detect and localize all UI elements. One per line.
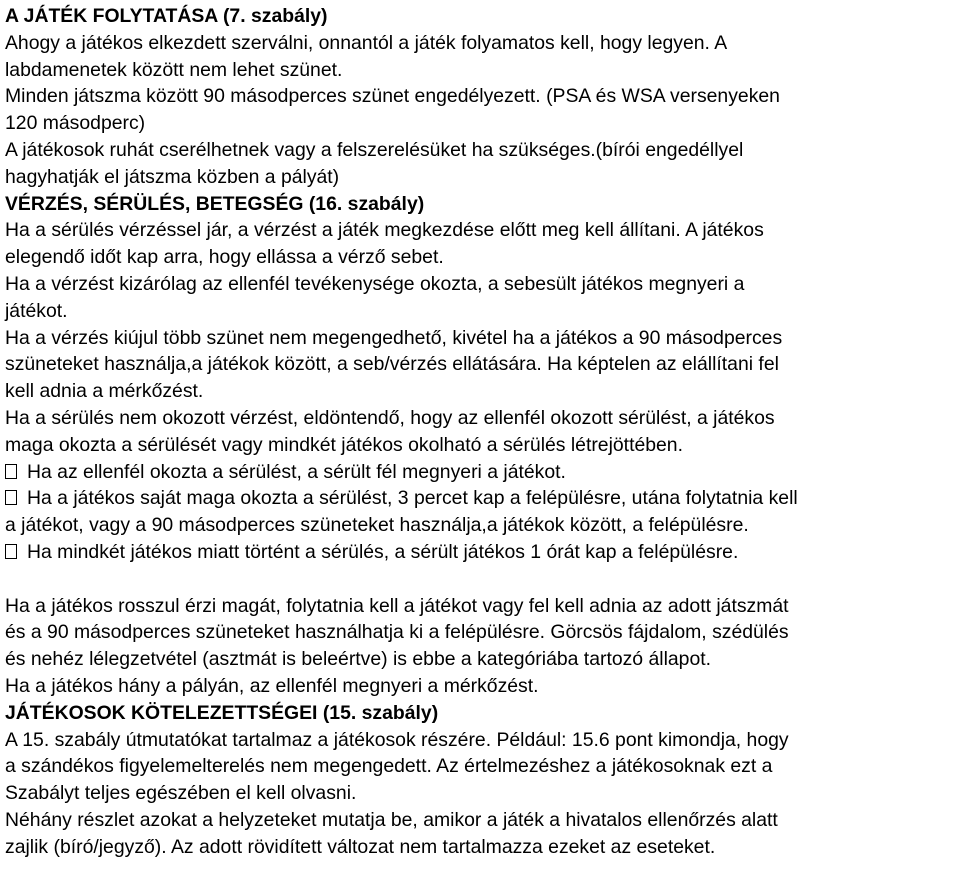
paragraph-line: Ha a játékos rosszul érzi magát, folytatnia kell a játékot vagy fel kell adnia az adott játszmát [5,594,789,617]
bullet-continuation: a játékot, vagy a 90 másodperces szüneteket használja,a játékok között, a felépülésre. [5,514,749,537]
paragraph-line: maga okozta a sérülését vagy mindkét játékos okolható a sérülés létrejöttében. [5,433,683,456]
checkbox-bullet-icon [5,490,17,505]
bullet-text: Ha az ellenfél okozta a sérülést, a sérült fél megnyeri a játékot. [27,460,566,483]
bullet-item [5,539,957,566]
bullet-text: Ha a játékos saját maga okozta a sérülést, 3 percet kap a felépülésre, utána folytatnia kell [27,487,798,510]
section-heading-bleeding-injury-illness [5,191,957,218]
paragraph-line: zajlik (bíró/jegyző). Az adott rövidített változat nem tartalmazza ezeket az eseteket. [5,835,716,858]
paragraph-line: A játékosok ruhát cserélhetnek vagy a felszerelésüket ha szükséges.(bírói engedéllyel [5,138,744,161]
paragraph-line: Minden játszma között 90 másodperces szünet engedélyezett. (PSA és WSA versenyeken [5,85,780,108]
paragraph-line: Ha a sérülés vérzéssel jár, a vérzést a játék megkezdése előtt meg kell állítani. A játékos [5,219,764,242]
checkbox-bullet-icon [5,464,17,479]
paragraph-line: 120 másodperc) [5,112,146,135]
paragraph-line: elegendő időt kap arra, hogy ellássa a vérző sebet. [5,246,444,269]
bullet-item [5,459,957,486]
heading-bold-part: VÉRZÉS, SÉRÜLÉS, BETEGSÉG (16 [5,192,337,215]
paragraph-line: és a 90 másodperces szüneteket használhatja ki a felépülésre. Görcsös fájdalom, szédülés [5,621,789,644]
paragraph-line: hagyhatják el játszma közben a pályát) [5,165,340,188]
heading-rest-part: . szabály) [336,192,425,215]
paragraph-line: Ha a játékos hány a pályán, az ellenfél megnyeri a mérkőzést. [5,674,539,697]
paragraph-line: Szabályt teljes egészében el kell olvasni. [5,782,357,805]
blank-line [5,566,957,593]
paragraph-line: szüneteket használja,a játékok között, a seb/vérzés ellátására. Ha képtelen az elállítani fel [5,353,779,376]
bullet-text: Ha mindkét játékos miatt történt a sérülés, a sérült játékos 1 órát kap a felépülésre. [27,540,739,563]
paragraph-line: Ha a sérülés nem okozott vérzést, eldöntendő, hogy az ellenfél okozott sérülést, a játékos [5,406,775,429]
paragraph-line: labdamenetek között nem lehet szünet. [5,58,343,81]
paragraph-line: kell adnia a mérkőzést. [5,380,204,403]
bullet-item [5,485,957,512]
paragraph-line: és nehéz lélegzetvétel (asztmát is beleértve) is ebbe a kategóriába tartozó állapot. [5,648,712,671]
section-heading-player-obligations: JÁTÉKOSOK KÖTELEZETTSÉGEI (15. szabály) [5,701,439,724]
paragraph-line: Ahogy a játékos elkezdett szerválni, onnantól a játék folyamatos kell, hogy legyen. A [5,31,728,54]
paragraph-line: játékot. [5,299,68,322]
document-page [5,3,957,861]
paragraph-line: a szándékos figyelemelterelés nem megengedett. Az értelmezéshez a játékosoknak ezt a [5,755,773,778]
paragraph-line: A 15. szabály útmutatókat tartalmaz a játékosok részére. Például: 15.6 pont kimondja, hogy [5,728,789,751]
paragraph-line: Ha a vérzést kizárólag az ellenfél tevékenysége okozta, a sebesült játékos megnyeri a [5,272,745,295]
checkbox-bullet-icon [5,544,17,559]
paragraph-line: Néhány részlet azokat a helyzeteket mutatja be, amikor a játék a hivatalos ellenőrzés alatt [5,808,778,831]
section-heading-game-continuity: A JÁTÉK FOLYTATÁSA (7. szabály) [5,5,328,27]
paragraph-line: Ha a vérzés kiújul több szünet nem megengedhető, kivétel ha a játékos a 90 másodperces [5,326,783,349]
